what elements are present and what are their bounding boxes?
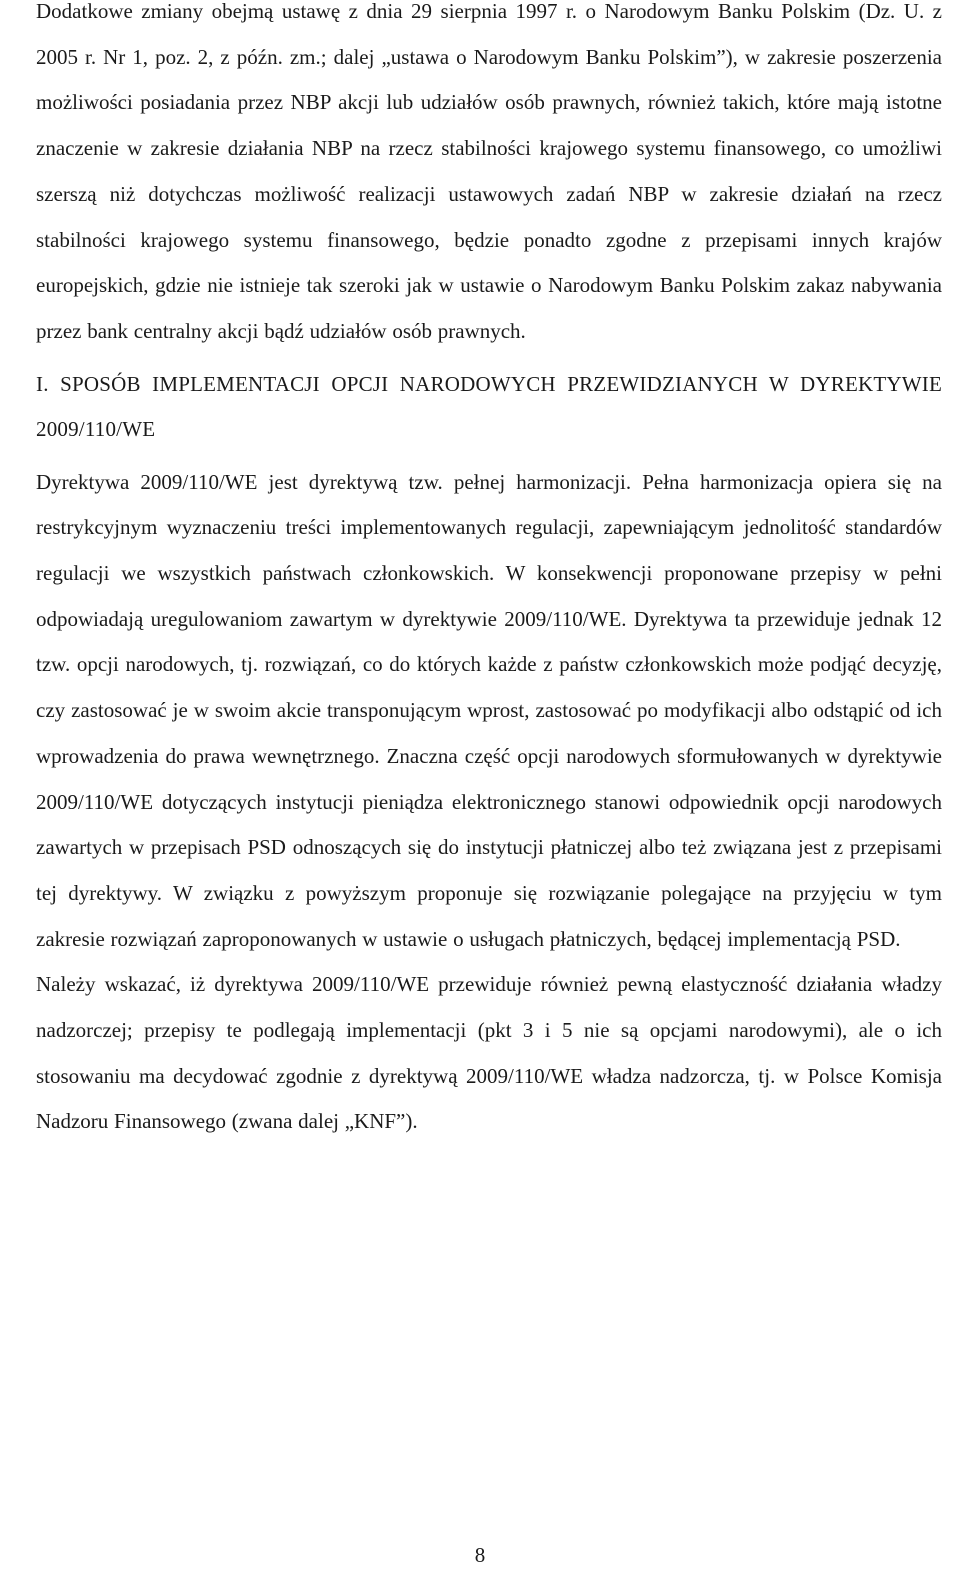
paragraph-harmonization: Dyrektywa 2009/110/WE jest dyrektywą tzw. pełnej harmonizacji. Pełna harmonizacja opiera się na restrykcyjnym wyznaczeniu treści implementowanych regulacji, zapewniającym jednolitość standardów regulacji we wszystkich państwach członkowskich. W konsekwencji proponowane przepisy w pełni odpowiadają uregulowaniom zawartym w dyrektywie 2009/110/WE. Dyrektywa ta przewiduje jednak 12 tzw. opcji narodowych, tj. rozwiązań, co do których każde z państw członkowskich może podjąć decyzję, czy zastosować je w swoim akcie transponującym wprost, zastosować po modyfikacji albo odstąpić od ich wprowadzenia do prawa wewnętrznego. Znaczna część opcji narodowych sformułowanych w dyrektywie 2009/110/WE dotyczących instytucji pieniądza elektronicznego stanowi odpowiednik opcji narodowych zawartych w przepisach PSD odnoszących się do instytucji płatniczej albo też związana jest z przepisami tej dyrektywy. W związku z powyższym proponuje się rozwiązanie polegające na przyjęciu w tym zakresie rozwiązań zaproponowanych w ustawie o usługach płatniczych, będącej implementacją PSD.: [36, 469, 942, 951]
page-number: 8: [474, 1543, 486, 1567]
paragraph-supervisory-flexibility: Należy wskazać, iż dyrektywa 2009/110/WE przewiduje również pewną elastyczność działania władzy nadzorczej; przepisy te podlegają implementacji (pkt 3 i 5 nie są opcjami narodowymi), ale o ich stosowaniu ma decydować zgodnie z dyrektywą 2009/110/WE władza nadzorcza, tj. w Polsce Komisja Nadzoru Finansowego (zwana dalej „KNF”).: [36, 972, 942, 1134]
section-heading: I. SPOSÓB IMPLEMENTACJI OPCJI NARODOWYCH PRZEWIDZIANYCH W DYREKTYWIE 2009/110/WE: [36, 371, 942, 441]
paragraph-intro: Dodatkowe zmiany obejmą ustawę z dnia 29 sierpnia 1997 r. o Narodowym Banku Polskim (Dz. U. z 2005 r. Nr 1, poz. 2, z późn. zm.; dalej „ustawa o Narodowym Banku Polskim”), w zakresie poszerzenia możliwości posiadania przez NBP akcji lub udziałów osób prawnych, również takich, które mają istotne znaczenie w zakresie działania NBP na rzecz stabilności krajowego systemu finansowego, co umożliwi szerszą niż dotychczas możliwość realizacji ustawowych zadań NBP w zakresie działań na rzecz stabilności krajowego systemu finansowego, będzie ponadto zgodne z przepisami innych krajów europejskich, gdzie nie istnieje tak szeroki jak w ustawie o Narodowym Banku Polskim zakaz nabywania przez bank centralny akcji bądź udziałów osób prawnych.: [36, 0, 942, 343]
document-page: [36, 0, 942, 1145]
